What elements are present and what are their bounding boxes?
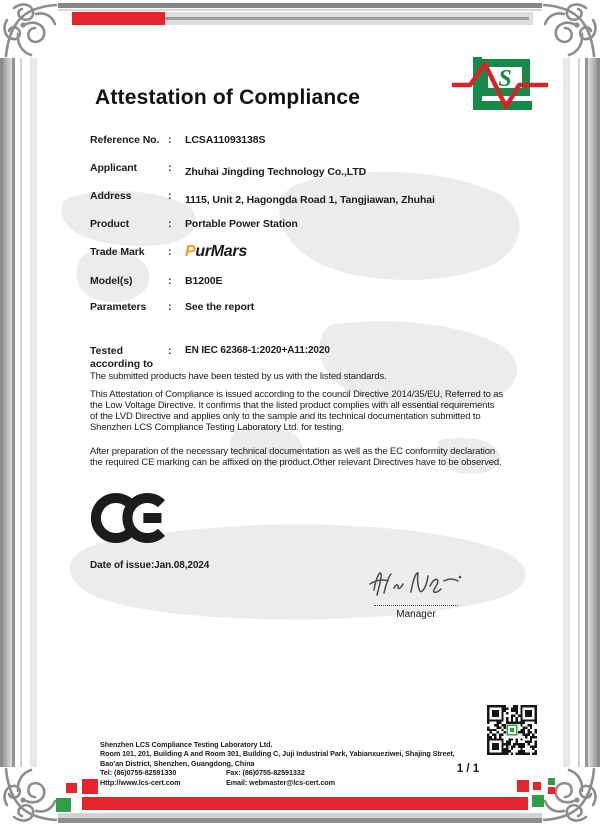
bottom-accent-square (66, 783, 77, 793)
field-colon: : (168, 246, 172, 258)
field-row (90, 301, 560, 317)
field-colon: : (168, 162, 172, 174)
signatory-role-label: Manager (396, 609, 436, 620)
field-value: Portable Power Station (185, 218, 298, 230)
field-label: Applicant (90, 162, 137, 174)
tested-label-line1: Tested (90, 345, 124, 357)
field-label: Trade Mark (90, 246, 145, 258)
tested-note: The submitted products have been tested by us with the listed standards. (90, 371, 387, 382)
bottom-accent-square (532, 795, 544, 807)
lcs-logo-letter: S (498, 66, 512, 92)
bottom-accent-square (82, 779, 98, 794)
footer-email: Email: webmaster@lcs-cert.com (225, 777, 335, 787)
statement-paragraph-2: After preparation of the necessary technical documentation as well as the EC conformity declaration the required CE marking can be affixed on the product.Other relevant Directives have to be observed. (90, 446, 502, 468)
field-label: Model(s) (90, 275, 133, 287)
qr-code (487, 705, 537, 755)
top-red-bar (72, 12, 165, 25)
top-gray-line (165, 17, 529, 20)
page-number: 1 / 1 (456, 763, 480, 775)
field-colon: : (168, 301, 172, 313)
footer (100, 740, 500, 787)
footer-tel: Tel: (86)0755-82591330 (100, 768, 177, 778)
field-value: See the report (185, 301, 255, 313)
tested-label-line2: according to (90, 357, 154, 370)
signature-dotted-line (374, 596, 458, 606)
footer-fax: Fax: (86)0755-82591332 (225, 768, 305, 778)
field-label: Reference No. (90, 134, 160, 146)
field-row (90, 243, 560, 262)
page-title: Attestation of Compliance (95, 86, 361, 109)
lcs-logo-icon (450, 44, 550, 124)
tested-standard: EN IEC 62368-1:2020+A11:2020 (185, 345, 330, 356)
statement-paragraph-1: This Attestation of Compliance is issued according to the council Directive 2014/35/EU, Referred to as the Low Voltage Directive. It confirms that the listed product complies with all essential requirements of the LVD Directive and applies only to the sample and its technical documentation submitted to Shenzhen LCS Compliance Testing Laboratory Ltd. for testing. (90, 389, 503, 433)
date-of-issue: Date of issue:Jan.08,2024 (90, 560, 210, 571)
field-row (90, 218, 560, 234)
bottom-accent-square (548, 787, 555, 794)
bottom-accent-square (548, 778, 555, 785)
bottom-red-bar (82, 797, 528, 810)
footer-address-line2: Bao'an District, Shenzhen, Guangdong, China (100, 758, 255, 768)
tested-label (90, 345, 170, 370)
field-colon: : (168, 190, 172, 202)
field-value: B1200E (185, 275, 223, 287)
field-label: Parameters (90, 301, 147, 313)
field-row (90, 190, 560, 206)
footer-website: Http://www.lcs-cert.com (100, 777, 181, 787)
field-value: 1115, Unit 2, Hagongda Road 1, Tangjiawan, Zhuhai (185, 194, 435, 206)
field-label: Product (90, 218, 129, 230)
field-row (90, 275, 560, 291)
bottom-accent-square (517, 780, 529, 792)
field-colon: : (168, 345, 172, 357)
field-value: LCSA11093138S (185, 134, 266, 146)
ce-mark-icon (88, 490, 172, 546)
bottom-accent-square (533, 782, 541, 790)
field-row (90, 162, 560, 178)
field-colon: : (168, 134, 172, 146)
field-value: Zhuhai Jingding Technology Co.,LTD (185, 166, 367, 178)
field-colon: : (168, 218, 172, 230)
field-row (90, 134, 560, 150)
bottom-accent-square (56, 798, 71, 812)
field-label: Address (90, 190, 132, 202)
field-colon: : (168, 275, 172, 287)
footer-company: Shenzhen LCS Compliance Testing Laboratory Ltd. (100, 740, 273, 749)
trademark-initial: P (185, 243, 196, 260)
trademark-logo (185, 243, 247, 261)
trademark-rest: urMars (195, 243, 247, 260)
footer-address-line1: Room 101, 201, Building A and Room 301, Building C, Juji Industrial Park, Yabianxueziwei, Shajing Street, (100, 749, 455, 759)
